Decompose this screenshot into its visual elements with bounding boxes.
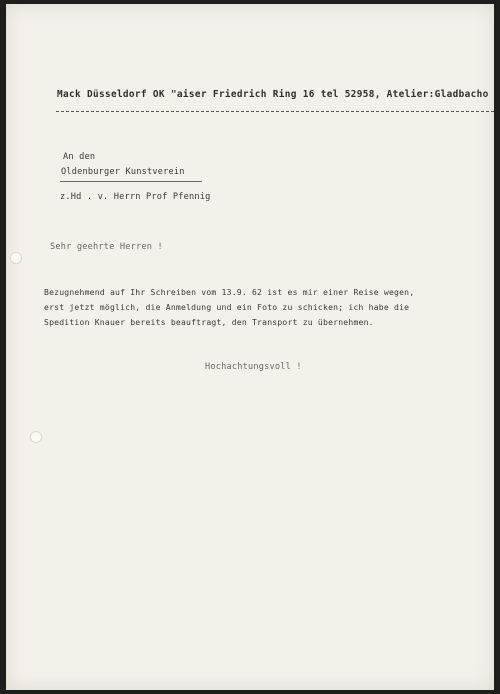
letterhead: Mack Düsseldorf OK "aiser Friedrich Ring 16 tel 52958, Atelier:Gladbacho xyxy=(57,89,489,100)
punch-hole-top xyxy=(10,252,22,264)
body-line-1: Bezugnehmend auf Ihr Schreiben vom 13.9. 62 ist es mir einer Reise wegen, xyxy=(44,287,415,297)
letterhead-rule xyxy=(56,111,494,112)
address-underline xyxy=(60,181,202,182)
address-line-2: Oldenburger Kunstverein xyxy=(61,167,185,177)
address-line-3: z.Hd . v. Herrn Prof Pfennig xyxy=(60,192,211,202)
salutation: Sehr geehrte Herren ! xyxy=(50,242,163,252)
address-line-1: An den xyxy=(63,152,96,162)
body-line-2: erst jetzt möglich, die Anmeldung und ein Foto zu schicken; ich habe die xyxy=(44,302,410,312)
punch-hole-bottom xyxy=(30,431,42,443)
letter-page xyxy=(6,4,494,690)
body-line-3: Spedition Knauer bereits beauftragt, den Transport zu übernehmen. xyxy=(44,317,374,327)
closing: Hochachtungsvoll ! xyxy=(205,362,302,372)
